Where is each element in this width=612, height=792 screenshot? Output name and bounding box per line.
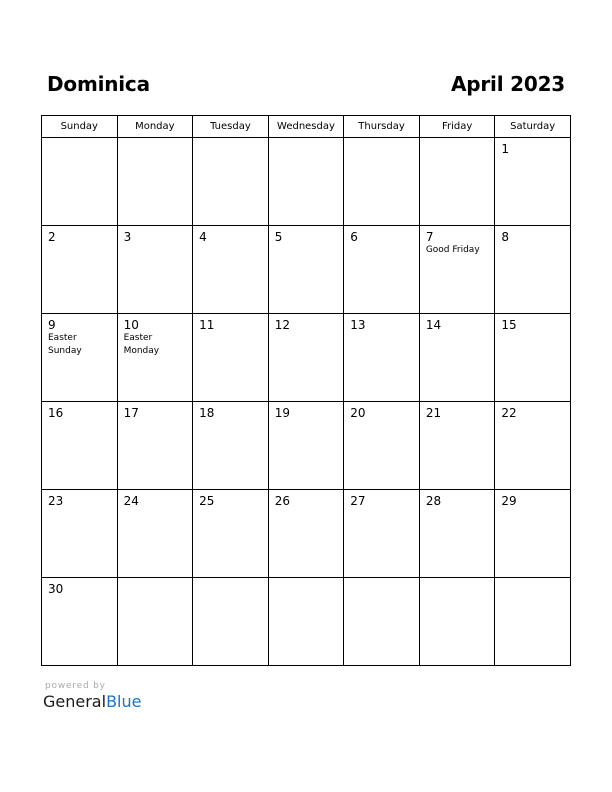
weekday-header-row (42, 116, 571, 138)
weekday-monday: Monday (117, 116, 193, 138)
weekday-sunday: Sunday (42, 116, 118, 138)
day-number: 11 (199, 318, 215, 332)
day-cell (344, 490, 420, 578)
day-number: 8 (501, 230, 510, 244)
day-number: 3 (123, 230, 132, 244)
brand-blue-text: Blue (106, 692, 142, 711)
day-cell (193, 402, 269, 490)
weekday-thursday: Thursday (344, 116, 420, 138)
day-cell (42, 490, 118, 578)
day-cell (268, 578, 344, 666)
day-cell (419, 490, 495, 578)
day-cell (117, 490, 193, 578)
day-number: 14 (425, 318, 442, 332)
day-cell (268, 138, 344, 226)
day-number: 17 (123, 406, 139, 420)
day-cell (495, 138, 571, 226)
week-row (42, 314, 571, 402)
weekday-friday: Friday (419, 116, 495, 138)
day-cell (193, 490, 269, 578)
day-cell (419, 226, 495, 314)
day-number: 25 (199, 494, 215, 508)
day-cell (495, 578, 571, 666)
footer-branding (43, 681, 141, 711)
day-cell (193, 578, 269, 666)
day-number: 10 (123, 318, 139, 332)
day-number: 20 (350, 406, 366, 420)
week-row (42, 578, 571, 666)
holiday-label: Easter Sunday (48, 333, 82, 356)
day-cell (344, 138, 420, 226)
day-number: 21 (425, 406, 442, 420)
day-cell (193, 314, 269, 402)
day-cell (42, 578, 118, 666)
day-number: 26 (274, 494, 290, 508)
generalblue-logo[interactable] (43, 692, 141, 711)
day-cell (495, 490, 571, 578)
day-number: 1 (501, 142, 510, 156)
weekday-saturday: Saturday (495, 116, 571, 138)
day-cell (193, 226, 269, 314)
day-cell (495, 226, 571, 314)
day-number: 18 (199, 406, 215, 420)
day-number: 22 (501, 406, 517, 420)
day-cell (419, 138, 495, 226)
day-cell (419, 578, 495, 666)
day-number: 24 (123, 494, 139, 508)
day-number: 4 (199, 230, 207, 244)
day-number: 15 (501, 318, 517, 332)
day-number: 2 (48, 230, 56, 244)
day-cell (268, 402, 344, 490)
day-cell (42, 138, 118, 226)
month-year-title: April 2023 (451, 72, 565, 96)
weekday-tuesday: Tuesday (193, 116, 269, 138)
day-cell (495, 314, 571, 402)
day-cell (117, 402, 193, 490)
day-number: 23 (48, 494, 64, 508)
day-cell (117, 578, 193, 666)
holiday-label: Good Friday (425, 245, 480, 255)
day-number: 19 (274, 406, 290, 420)
day-number: 7 (425, 230, 434, 244)
day-cell (42, 226, 118, 314)
day-number: 13 (350, 318, 366, 332)
week-row (42, 490, 571, 578)
day-number: 12 (274, 318, 290, 332)
day-number: 9 (48, 318, 56, 332)
powered-by-label: powered by (45, 681, 106, 691)
day-cell (42, 314, 118, 402)
day-cell (268, 226, 344, 314)
day-cell (344, 314, 420, 402)
calendar-grid (41, 115, 571, 666)
week-row (42, 402, 571, 490)
day-number: 30 (48, 582, 64, 596)
day-cell (344, 402, 420, 490)
day-cell (117, 138, 193, 226)
day-cell (344, 226, 420, 314)
day-cell (117, 226, 193, 314)
day-cell (193, 138, 269, 226)
day-number: 6 (350, 230, 358, 244)
day-number: 5 (274, 230, 283, 244)
day-cell (268, 490, 344, 578)
day-number: 29 (501, 494, 517, 508)
day-cell (117, 314, 193, 402)
day-cell (344, 578, 420, 666)
day-cell (268, 314, 344, 402)
day-cell (42, 402, 118, 490)
week-row (42, 138, 571, 226)
day-number: 28 (425, 494, 442, 508)
day-cell (419, 402, 495, 490)
day-number: 27 (350, 494, 366, 508)
brand-general-text: General (43, 692, 107, 711)
day-number: 16 (48, 406, 64, 420)
holiday-label: Easter Monday (123, 333, 160, 356)
country-title: Dominica (47, 72, 150, 96)
day-cell (495, 402, 571, 490)
weekday-wednesday: Wednesday (268, 116, 344, 138)
day-cell (419, 314, 495, 402)
week-row (42, 226, 571, 314)
